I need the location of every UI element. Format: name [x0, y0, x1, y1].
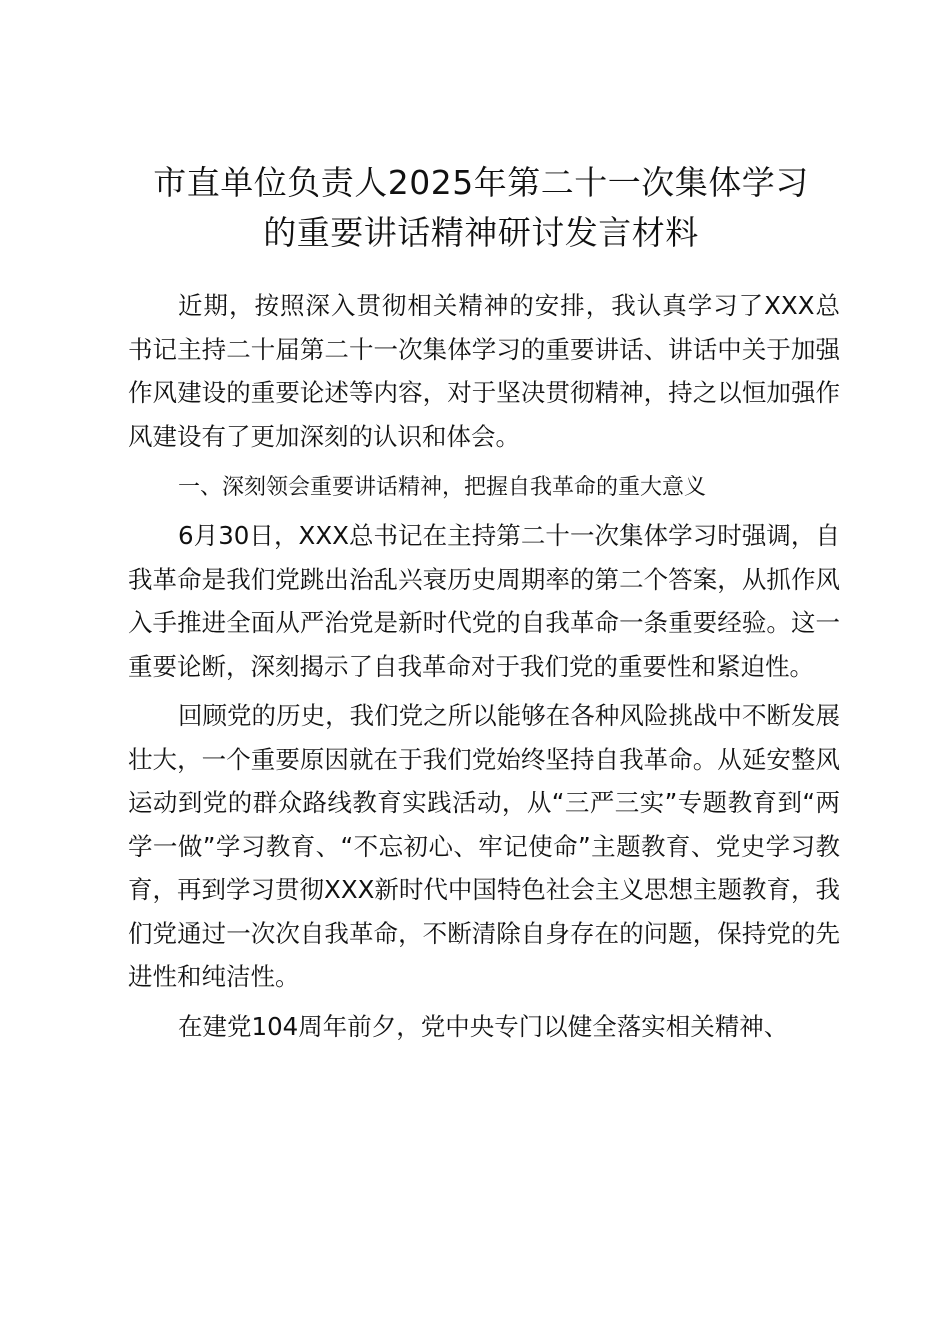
title-line-2: 的重要讲话精神研讨发言材料 [263, 213, 699, 252]
title-line-1: 市直单位负责人2025年第二十一次集体学习 [153, 163, 809, 202]
document-body [128, 284, 840, 1048]
paragraph-intro: 近期，按照深入贯彻相关精神的安排，我认真学习了XXX总书记主持二十届第二十一次集体学习的重要讲话、讲话中关于加强作风建设的重要论述等内容，对于坚决贯彻精神，持之以恒加强作风建设有了更加深刻的认识和体会。 [128, 291, 840, 451]
document-title [100, 158, 862, 258]
section-heading: 一、深刻领会重要讲话精神，把握自我革命的重大意义 [178, 475, 707, 500]
paragraph: 在建党104周年前夕，党中央专门以健全落实相关精神、 [178, 1011, 789, 1041]
paragraph: 6月30日，XXX总书记在主持第二十一次集体学习时强调，自我革命是我们党跳出治乱兴衰历史周期率的第二个答案，从抓作风入手推进全面从严治党是新时代党的自我革命一条重要经验。这一重要论断，深刻揭示了自我革命对于我们党的重要性和紧迫性。 [128, 521, 840, 681]
paragraph: 回顾党的历史，我们党之所以能够在各种风险挑战中不断发展壮大，一个重要原因就在于我们党始终坚持自我革命。从延安整风运动到党的群众路线教育实践活动，从“三严三实”专题教育到“两学一做”学习教育、“不忘初心、牢记使命”主题教育、党史学习教育，再到学习贯彻XXX新时代中国特色社会主义思想主题教育，我们党通过一次次自我革命，不断清除自身存在的问题，保持党的先进性和纯洁性。 [128, 701, 840, 991]
